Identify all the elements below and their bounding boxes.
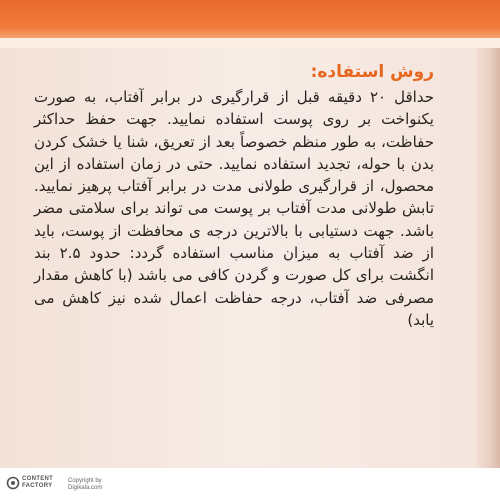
logo-ring-icon xyxy=(6,476,20,490)
orange-top-band xyxy=(0,0,500,38)
logo-text: CONTENT FACTORY xyxy=(22,476,54,489)
copyright-text: Copyright by Digikala.com xyxy=(68,478,103,491)
package-edge-shadow xyxy=(476,48,500,468)
content-factory-logo xyxy=(6,474,62,496)
usage-heading: روش استفاده: xyxy=(310,62,434,82)
band-gap xyxy=(0,38,500,48)
usage-instructions-text: حداقل ۲۰ دقیقه قبل از قرارگیری در برابر آفتاب، به صورت یکنواخت بر روی پوست استفاده نمایید. جهت حفظ حداکثر حفاظت، به طور منظم خصوصاً بعد از تعریق، شنا یا خشک کردن بدن با حوله، تجدید استفاده نمایید. حتی در زمان استفاده از این محصول، از قرارگیری طولانی مدت در برابر آفتاب پرهیز نمایید. تابش طولانی مدت آفتاب بر پوست می تواند برای سلامتی مضر باشد. جهت دستیابی با بالاترین درجه ی محافظت از پوست، باید از ضد آفتاب به میزان مناسب استفاده گردد: حدود ۲.۵ بند انگشت برای کل صورت و گردن کافی می باشد (با کاهش مقدار مصرفی ضد آفتاب، درجه حفاظت اعمال شده نیز کاهش می یابد) xyxy=(34,88,435,329)
